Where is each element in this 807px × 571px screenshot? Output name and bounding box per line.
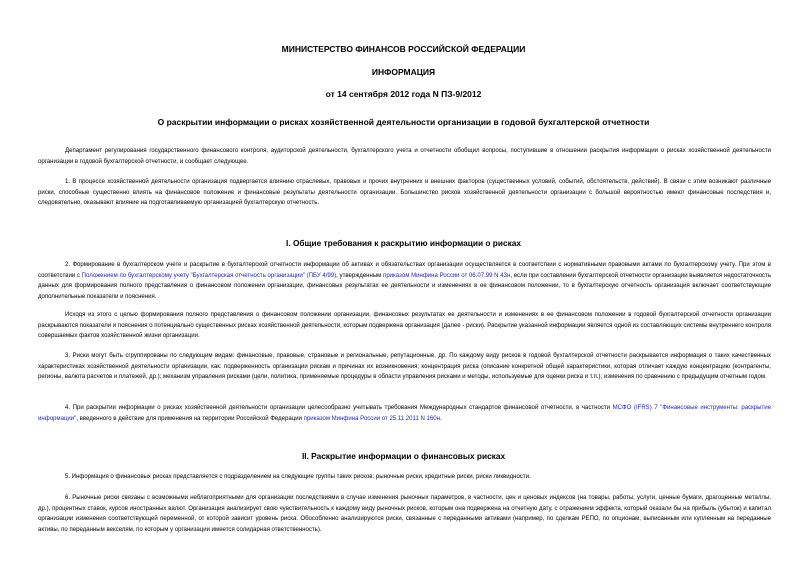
section-1-title: I. Общие требования к раскрытию информации о рисках xyxy=(286,238,521,248)
document-type: ИНФОРМАЦИЯ xyxy=(371,67,436,77)
paragraph-4-text-a: 4. При раскрытии информации о рисках хозяйственной деятельности организации целесообразно учитывать требования Международных стандартов финансовой отчетности, в частности xyxy=(65,405,613,411)
paragraph-4-text-c: . xyxy=(439,415,442,422)
paragraph-4-text-b: , введенного в действие для применения на территории Российской Федерации xyxy=(76,415,304,422)
paragraph-2-text-b: , утвержденным xyxy=(336,272,384,279)
paragraph-3: 3. Риски могут быть сгруппированы по следующим видам: финансовые, правовые, страновые и региональные, репутационные, др. По каждому виду рисков в годовой бухгалтерской отчетности раскрывается информация о таких качественных характеристиках хозяйственной деятельности организации, как: подверженность организации рискам и причинах их возникновения; концентрация риска (описание конкретной общей характеристики, которая отличает каждую концентрацию (контрагенты, регионы, валюта расчетов и платежей, др.); механизм управления рисками (цели, политика, применяемые процедуры в области управления рисками и методы, используемые для оценки риска и т.п.); изменения по сравнению с предыдущим отчетным годом. xyxy=(38,353,771,381)
paragraph-2-text-a: 2. Формирование в бухгалтерском учете и раскрытие в бухгалтерской отчетности информации об активах и обязательствах организации осуществляется в соответствии с нормативными правовыми актами по бухгалтерскому учету. При этом в соответствии с xyxy=(38,262,771,279)
paragraph-2-text-c: , если при составлении бухгалтерской отчетности организации выявляется недостаточность данных для формирования полного представления о финансовом положении организации, финансовых результатах ее деятельности и изменениях в ее финансовом положении, то в бухгалтерскую отчетность организация включает соответствующие дополнительные показатели и пояснения. xyxy=(38,272,771,300)
document-date-number: от 14 сентября 2012 года N ПЗ-9/2012 xyxy=(325,89,482,99)
paragraph-6: 6. Рыночные риски связаны с возможными неблагоприятными для организации последствиями в случае изменения рыночных параметров, в частности, цен и ценовых индексов (на товары, работы, услуги, ценные бумаги, драгоценные металлы, др.), процентных ставок, курсов иностранных валют. Организация анализирует свою чувствительность к каждому виду рыночных рисков, которым она подвержена на отчетную дату, с отражением эффекта, который оказали бы на прибыль (убыток) и капитал организации изменения соответствующей переменной, от которой зависит уровень риска. Обособленно анализируются риски, связанные с переданными активами (например, по сделкам РЕПО, по опционам, выписанным или купленным на переданные активы, по переданным векселям, по которым у организации имеется солидарная ответственность). xyxy=(38,495,771,533)
ifrs-7-link[interactable]: МСФО (IFRS) 7 "Финансовые инструменты: раскрытие информации" xyxy=(38,405,772,422)
paragraph-1: 1. В процессе хозяйственной деятельности организация подвергается влиянию отраслевых, правовых и прочих внутренних и внешних факторов (существенных условий, событий, обстоятельств, действий). В связи с этим возникают различные риски, способные существенно влиять на финансовое положение и финансовые результаты деятельности организации. Большинство рисков хозяйственной деятельности организации с большой вероятностью имеют финансовые последствия и, следовательно, оказывают влияние на подготавливаемую организацией бухгалтерскую отчетность. xyxy=(38,179,771,207)
order-43n-link[interactable]: приказом Минфина России от 06.07.99 N 43н xyxy=(383,272,511,279)
pbu-4-99-link[interactable]: Положением по бухгалтерскому учету "Бухгалтерская отчетность организации" (ПБУ 4/99) xyxy=(81,272,337,279)
intro-paragraph: Департамент регулирования государственного финансового контроля, аудиторской деятельности, бухгалтерского учета и отчетности обобщил вопросы, поступившие в отношении раскрытия информации о рисках хозяйственной деятельности организации в годовой бухгалтерской отчетности, и сообщает следующее. xyxy=(38,148,771,165)
document-subject: О раскрытии информации о рисках хозяйственной деятельности организации в годовой бухгалтерской отчетности xyxy=(157,117,650,127)
paragraph-2-continued: Исходя из этого с целью формирования полного представления о финансовом положении организации, финансовых результатах ее деятельности и изменениях в ее финансовом положении в годовой бухгалтерской отчетности организации раскрываются показатели и пояснения о потенциально существенных рисках хозяйственной деятельности, которым подвержена организация (далее - риски). Раскрытие указанной информации является одной из составляющих системы внутреннего контроля совершаемых фактов хозяйственной жизни организации. xyxy=(38,312,771,340)
paragraph-5: 5. Информация о финансовых рисках представляется с подразделением на следующие группы таких рисков: рыночные риски, кредитные риски, риски ликвидности. xyxy=(65,474,531,480)
order-160n-link[interactable]: приказом Минфина России от 25.11.2011 N 160н xyxy=(303,415,440,422)
paragraph-2 xyxy=(38,260,771,302)
ministry-heading: МИНИСТЕРСТВО ФИНАНСОВ РОССИЙСКОЙ ФЕДЕРАЦИИ xyxy=(281,44,526,54)
paragraph-4 xyxy=(38,403,771,424)
section-2-title: II. Раскрытие информации о финансовых рисках xyxy=(301,451,506,461)
